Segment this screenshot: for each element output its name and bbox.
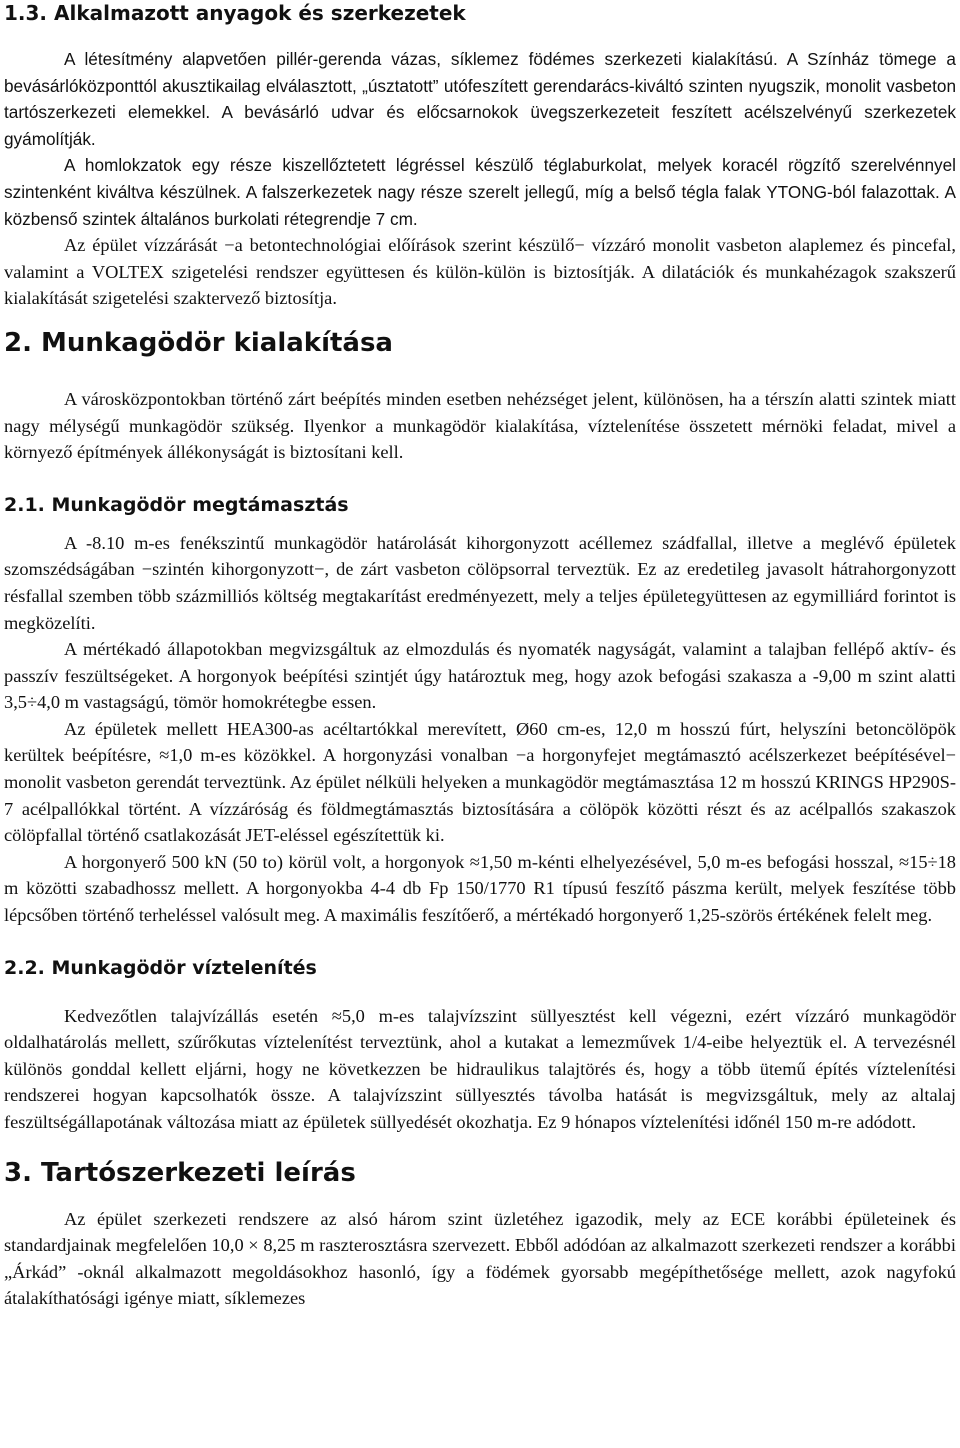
paragraph: Kedvezőtlen talajvízállás esetén ≈5,0 m-es talajvízszint süllyesztést kell végezni, ezért vízzáró munkagödör oldalhatárolás mellett, szűrőkutas víztelenítést terveztünk, ahol a kutakat a lemezművek 1/4-eibe helyeztük el. A tervezésnél különös gonddal kellett eljárni, hogy ne következzen be hidraulikus talajtörés és, hogy a több ütemű építés víztelenítési rendszerei hogyan kapcsolhatók össze. A talajvízszint süllyesztés távolba hatását is megvizsgáltuk, mely az altalaj feszültségállapotának változása miatt az épületek süllyedését okozhatja. Ez 9 hónapos víztelenítési időnél 150 m-re adódott. bbox=[4, 1005, 956, 1132]
section-heading-2-1: 2.1. Munkagödör megtámasztás bbox=[4, 493, 349, 516]
paragraph: A homlokzatok egy része kiszellőztetett légréssel készülő téglaburkolat, melyek koracél rögzítő szerelvénnyel szintenként kiváltva készülnek. A falszerkezetek nagy része szerelt jellegű, míg a belső tégla falak YTONG-ból falazottak. A közbenső szintek általános burkolati rétegrendje 7 cm. bbox=[4, 155, 956, 229]
section-heading-2-2: 2.2. Munkagödör víztelenítés bbox=[4, 956, 317, 979]
section-heading-1-3: 1.3. Alkalmazott anyagok és szerkezetek bbox=[4, 1, 466, 25]
paragraph: A mértékadó állapotokban megvizsgáltuk az elmozdulás és nyomaték nagyságát, valamint a talajban fellépő aktív- és passzív feszültségeket. A horgonyok beépítési szintjét úgy határoztuk meg, hogy azok befogási szakasza a -9,00 m szint alatti 3,5÷4,0 m vastagságú, tömör homokrétegbe essen. bbox=[4, 639, 956, 713]
paragraph: A létesítmény alapvetően pillér-gerenda vázas, síklemez födémes szerkezeti kialakítású. A Színház tömege a bevásárlóközponttól akusztikailag elválasztott, „úsztatott” utófeszített gerendarács-kiváltó szinten nyugszik, monolit vasbeton tartószerkezeti elemekkel. A bevásárló udvar és előcsarnokok üvegszerkezeteit feszített acélszelvényű szerkezetek gyámolítják. bbox=[4, 49, 956, 149]
chapter-heading-2: 2. Munkagödör kialakítása bbox=[4, 327, 393, 358]
paragraph: A horgonyerő 500 kN (50 to) körül volt, a horgonyok ≈1,50 m-kénti elhelyezésével, 5,0 m-es befogási hosszal, ≈15÷18 m közötti szabadhossz mellett. A horgonyokba 4-4 db Fp 150/1770 R1 típusú feszítő pászma került, melyek feszítése több lépcsőben történő terheléssel valósult meg. A maximális feszítőerő, a mértékadó horgonyerő 1,25-szörös értékének felelt meg. bbox=[4, 851, 956, 926]
paragraph: A városközpontokban történő zárt beépítés minden esetben nehézséget jelent, különösen, ha a térszín alatti szintek miatt nagy mélységű munkagödör szükség. Ilyenkor a munkagödör kialakítása, víztelenítése összetett mérnöki feladat, mivel a környező építmények állékonyságát is biztosítani kell. bbox=[4, 388, 956, 463]
paragraph: Az épületek mellett HEA300-as acéltartókkal merevített, Ø60 cm-es, 12,0 m hosszú fúrt, helyszíni betoncölöpök kerültek beépítésre, ≈1,0 m-es közökkel. A horgonyzási vonalban −a horgonyfejet megtámasztó acélszerkezet beépítésével− monolit vasbeton gerendát terveztünk. Az épület nélküli helyeken a munkagödör megtámasztása 12 m hosszú KRINGS HP290S-7 acélpallókkal történt. A vízzáróság és földmegtámasztás biztosítására a cölöpök közötti részt és az acélpallós szakaszok cölöpfallal történő csatlakozását JET-eléssel egészítettük ki. bbox=[4, 718, 956, 846]
chapter-heading-3: 3. Tartószerkezeti leírás bbox=[4, 1157, 356, 1188]
paragraph: A -8.10 m-es fenékszintű munkagödör határolását kihorgonyzott acéllemez szádfallal, illetve a meglévő épületek szomszédságában −szintén kihorgonyzott−, de zárt vasbeton cölöpsorral terveztük. Ez az eredetileg javasolt hátrahorgonyzott résfallal szemben több százmilliós költség megtakarítást eredményezett, mely a teljes épületegyüttesen az egymilliárd forintot is megközelíti. bbox=[4, 532, 956, 633]
paragraph: Az épület szerkezeti rendszere az alsó három szint üzletéhez igazodik, mely az ECE korábbi épületeinek és standardjainak megfelelően 10,0 × 8,25 m raszterosztásra szervezett. Ebből adódóan az alkalmazott szerkezeti rendszer a korábbi „Árkád” -oknál alkalmazott megoldásokhoz hasonló, így a födémek gyorsabb megépíthetősége mellett, azok nagyfokú átalakíthatósági igénye miatt, síklemezes bbox=[4, 1208, 956, 1309]
paragraph: Az épület vízzárását −a betontechnológiai előírások szerint készülő− vízzáró monolit vasbeton alaplemez és pincefal, valamint a VOLTEX szigetelési rendszer együttesen és külön-külön is biztosítják. A dilatációk és munkahézagok szakszerű kialakítását szigetelési szaktervező biztosítja. bbox=[4, 235, 956, 309]
